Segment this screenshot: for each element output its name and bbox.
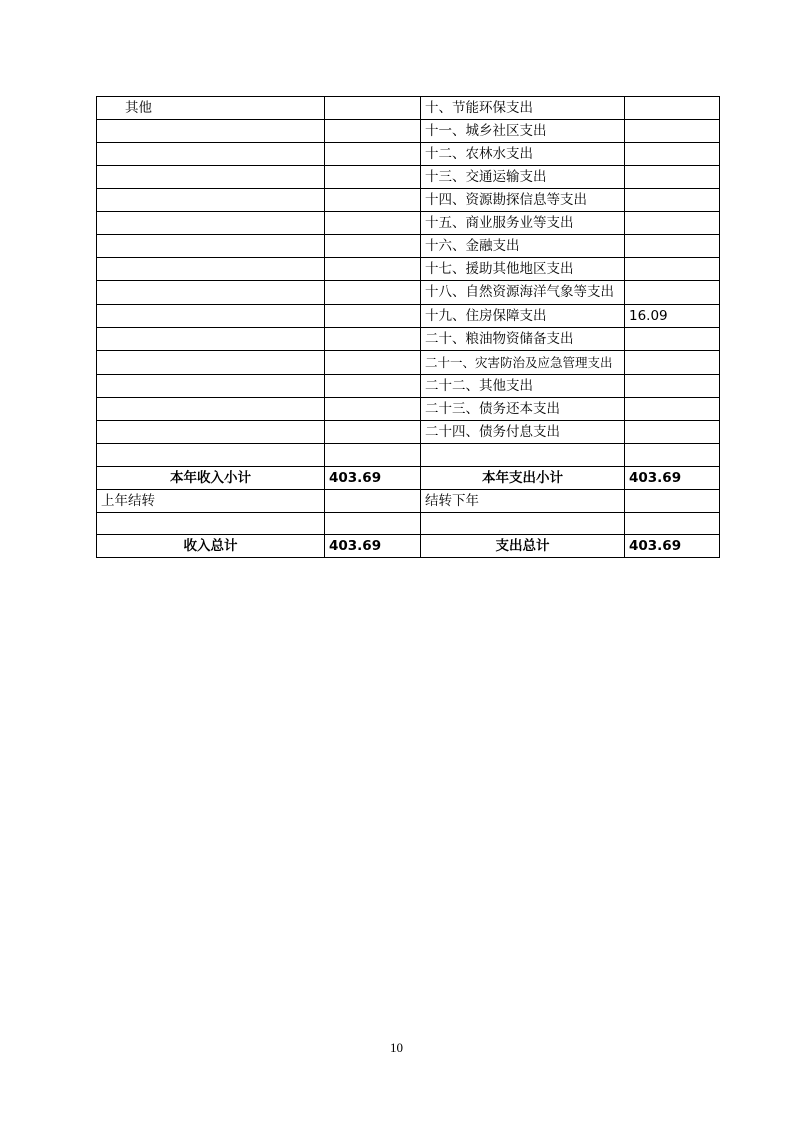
income-item-cell (97, 189, 325, 212)
expense-subtotal-label: 本年支出小计 (421, 466, 625, 489)
expense-item-cell: 十九、住房保障支出 (421, 305, 625, 328)
expense-amount-cell (625, 328, 720, 351)
expense-amount-cell (625, 97, 720, 120)
expense-item-cell: 二十二、其他支出 (421, 375, 625, 398)
table-row (97, 97, 720, 120)
expense-total-amount: 403.69 (625, 535, 720, 558)
income-item-cell (97, 398, 325, 421)
page-number: 10 (390, 1040, 403, 1055)
expense-amount-cell (625, 166, 720, 189)
income-total-label: 收入总计 (97, 535, 325, 558)
expense-amount-cell (625, 235, 720, 258)
income-item-cell (97, 305, 325, 328)
expense-amount-cell (625, 398, 720, 421)
expense-item-cell: 十三、交通运输支出 (421, 166, 625, 189)
table-row (97, 258, 720, 281)
expense-amount-cell: 16.09 (625, 305, 720, 328)
expense-subtotal-amount: 403.69 (625, 466, 720, 489)
subtotal-row (97, 466, 720, 489)
carry-to-next-year-label: 结转下年 (421, 489, 625, 512)
table-row (97, 421, 720, 444)
table-row (97, 375, 720, 398)
income-amount-cell (325, 398, 421, 421)
carryover-row (97, 489, 720, 512)
expense-item-cell (421, 444, 625, 467)
expense-amount-cell (625, 375, 720, 398)
expense-item-cell: 十、节能环保支出 (421, 97, 625, 120)
income-subtotal-label: 本年收入小计 (97, 466, 325, 489)
income-amount-cell (325, 212, 421, 235)
income-item-cell (97, 258, 325, 281)
income-amount-cell (325, 512, 421, 535)
expense-item-cell: 十一、城乡社区支出 (421, 120, 625, 143)
table-row (97, 120, 720, 143)
expense-item-cell (421, 512, 625, 535)
income-item-cell (97, 328, 325, 351)
prior-year-carryover-label: 上年结转 (97, 489, 325, 512)
income-item-cell (97, 281, 325, 305)
income-total-amount: 403.69 (325, 535, 421, 558)
table-row (97, 328, 720, 351)
income-item-cell (97, 166, 325, 189)
expense-item-cell: 十八、自然资源海洋气象等支出 (421, 281, 625, 305)
income-amount-cell (325, 444, 421, 467)
income-amount-cell (325, 258, 421, 281)
table-row (97, 189, 720, 212)
income-amount-cell (325, 305, 421, 328)
table-row (97, 281, 720, 305)
income-amount-cell (325, 120, 421, 143)
income-amount-cell (325, 351, 421, 375)
expense-amount-cell (625, 212, 720, 235)
expense-amount-cell (625, 281, 720, 305)
expense-item-cell: 十四、资源勘探信息等支出 (421, 189, 625, 212)
income-amount-cell (325, 281, 421, 305)
income-amount-cell (325, 166, 421, 189)
income-amount-cell (325, 421, 421, 444)
table-row (97, 444, 720, 467)
table-row (97, 166, 720, 189)
income-amount-cell (325, 375, 421, 398)
table-row (97, 305, 720, 328)
expense-total-label: 支出总计 (421, 535, 625, 558)
expense-amount-cell (625, 512, 720, 535)
income-amount-cell (325, 143, 421, 166)
income-amount-cell (325, 97, 421, 120)
expense-item-cell: 十七、援助其他地区支出 (421, 258, 625, 281)
expense-amount-cell (625, 189, 720, 212)
income-item-cell (97, 235, 325, 258)
table-row (97, 512, 720, 535)
expense-amount-cell (625, 120, 720, 143)
income-item-cell (97, 351, 325, 375)
income-item-cell: 其他 (97, 97, 325, 120)
table-row (97, 212, 720, 235)
expense-amount-cell (625, 143, 720, 166)
expense-item-cell: 十五、商业服务业等支出 (421, 212, 625, 235)
prior-year-carryover-amount (325, 489, 421, 512)
expense-item-cell: 二十三、债务还本支出 (421, 398, 625, 421)
income-subtotal-amount: 403.69 (325, 466, 421, 489)
income-item-cell (97, 444, 325, 467)
table-row (97, 143, 720, 166)
income-amount-cell (325, 189, 421, 212)
income-item-cell (97, 212, 325, 235)
income-item-cell (97, 120, 325, 143)
income-amount-cell (325, 235, 421, 258)
expense-item-cell: 二十、粮油物资储备支出 (421, 328, 625, 351)
expense-item-cell: 十二、农林水支出 (421, 143, 625, 166)
budget-table (96, 96, 720, 558)
expense-amount-cell (625, 258, 720, 281)
income-item-cell (97, 143, 325, 166)
expense-amount-cell (625, 351, 720, 375)
carry-to-next-year-amount (625, 489, 720, 512)
income-amount-cell (325, 328, 421, 351)
expense-amount-cell (625, 421, 720, 444)
expense-item-cell: 十六、金融支出 (421, 235, 625, 258)
income-item-cell (97, 421, 325, 444)
total-row (97, 535, 720, 558)
income-item-cell (97, 512, 325, 535)
table-row (97, 235, 720, 258)
income-item-cell (97, 375, 325, 398)
expense-item-cell: 二十一、灾害防治及应急管理支出 (421, 351, 625, 375)
expense-item-cell: 二十四、债务付息支出 (421, 421, 625, 444)
table-row (97, 398, 720, 421)
expense-amount-cell (625, 444, 720, 467)
table-row (97, 351, 720, 375)
